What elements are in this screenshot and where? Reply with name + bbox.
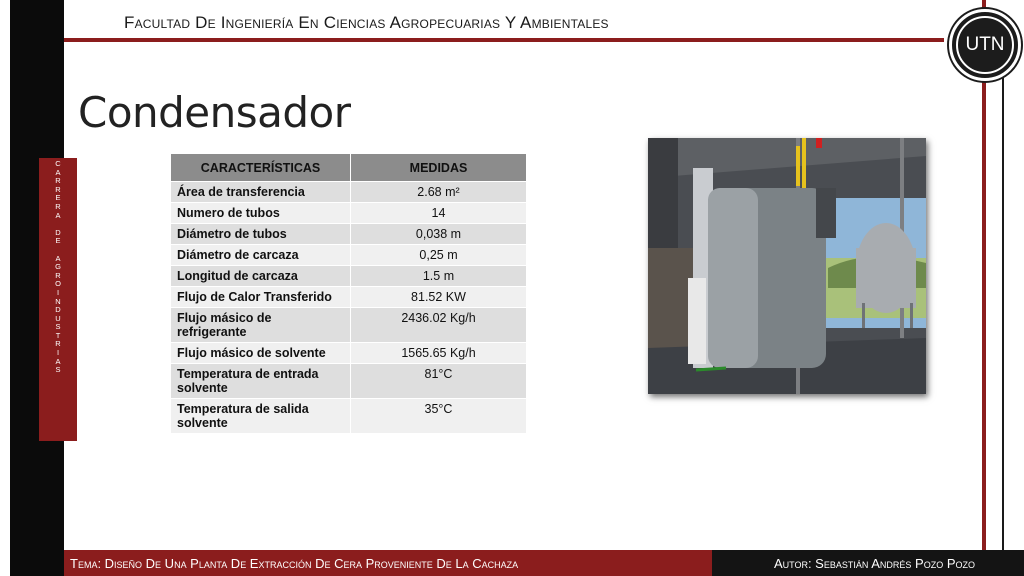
condenser-illustration (648, 138, 926, 394)
characteristic-name: Longitud de carcaza (171, 266, 351, 287)
career-letter: E (55, 236, 61, 246)
characteristic-name: Flujo de Calor Transferido (171, 287, 351, 308)
table-row (171, 266, 527, 287)
right-dark-line (1002, 76, 1004, 576)
footer-author: Autor: Sebastián Andrés Pozo Pozo (712, 550, 1024, 576)
table-row (171, 287, 527, 308)
characteristic-name: Temperatura de entrada solvente (171, 364, 351, 399)
career-letter: R (55, 270, 61, 280)
career-letter: R (55, 339, 61, 349)
career-letter: S (55, 322, 61, 332)
career-letter: C (55, 159, 61, 168)
table-row (171, 399, 527, 434)
characteristic-name: Área de transferencia (171, 182, 351, 203)
measure-value: 81°C (351, 364, 527, 399)
measure-value: 0,25 m (351, 245, 527, 266)
career-letter: N (55, 296, 61, 306)
measure-value: 0,038 m (351, 224, 527, 245)
measure-value: 2.68 m² (351, 182, 527, 203)
table-row (171, 203, 527, 224)
career-letter: R (55, 184, 61, 194)
header-measures: MEDIDAS (351, 154, 527, 182)
career-letter: U (55, 313, 61, 323)
career-letter: O (55, 279, 61, 289)
table-row (171, 308, 527, 343)
career-letter: A (55, 167, 61, 177)
characteristic-name: Flujo másico de refrigerante (171, 308, 351, 343)
faculty-header: Facultad De Ingeniería En Ciencias Agropecuarias Y Ambientales (124, 13, 609, 32)
measure-value: 1.5 m (351, 266, 527, 287)
characteristic-name: Flujo másico de solvente (171, 343, 351, 364)
characteristic-name: Temperatura de salida solvente (171, 399, 351, 434)
footer-topic: Tema: Diseño De Una Planta De Extracción De Cera Proveniente De La Cachaza (64, 550, 712, 576)
header-characteristics: CARACTERÍSTICAS (171, 154, 351, 182)
career-letter: I (56, 287, 60, 297)
career-letter: A (55, 356, 61, 366)
measure-value: 35°C (351, 399, 527, 434)
career-letter: I (56, 348, 60, 358)
career-vertical-label (39, 158, 77, 441)
table-row (171, 245, 527, 266)
career-letter: G (55, 262, 61, 272)
career-letter: T (55, 330, 61, 340)
table-row (171, 224, 527, 245)
career-letter: A (55, 253, 61, 263)
career-letter: S (55, 365, 61, 375)
measure-value: 1565.65 Kg/h (351, 343, 527, 364)
characteristic-name: Diámetro de carcaza (171, 245, 351, 266)
characteristic-name: Diámetro de tubos (171, 224, 351, 245)
left-white-strip (0, 0, 10, 576)
utn-logo-ring (956, 16, 1014, 74)
career-letter: R (55, 176, 61, 186)
table-row (171, 343, 527, 364)
career-letter: R (55, 201, 61, 211)
measure-value: 14 (351, 203, 527, 224)
career-letter: A (55, 210, 61, 220)
table-row (171, 182, 527, 203)
career-letter: E (55, 193, 61, 203)
characteristic-name: Numero de tubos (171, 203, 351, 224)
utn-logo (949, 9, 1021, 81)
measure-value: 2436.02 Kg/h (351, 308, 527, 343)
header-rule (64, 38, 944, 42)
table-header-row (171, 154, 527, 182)
career-letter: D (55, 305, 61, 315)
measure-value: 81.52 KW (351, 287, 527, 308)
slide-title: Condensador (78, 88, 351, 138)
table-row (171, 364, 527, 399)
condenser-render-image (648, 138, 926, 394)
right-red-line (982, 0, 986, 576)
utn-logo-text: UTN (965, 34, 1005, 55)
characteristics-table (170, 153, 527, 434)
career-letter: D (55, 227, 61, 237)
